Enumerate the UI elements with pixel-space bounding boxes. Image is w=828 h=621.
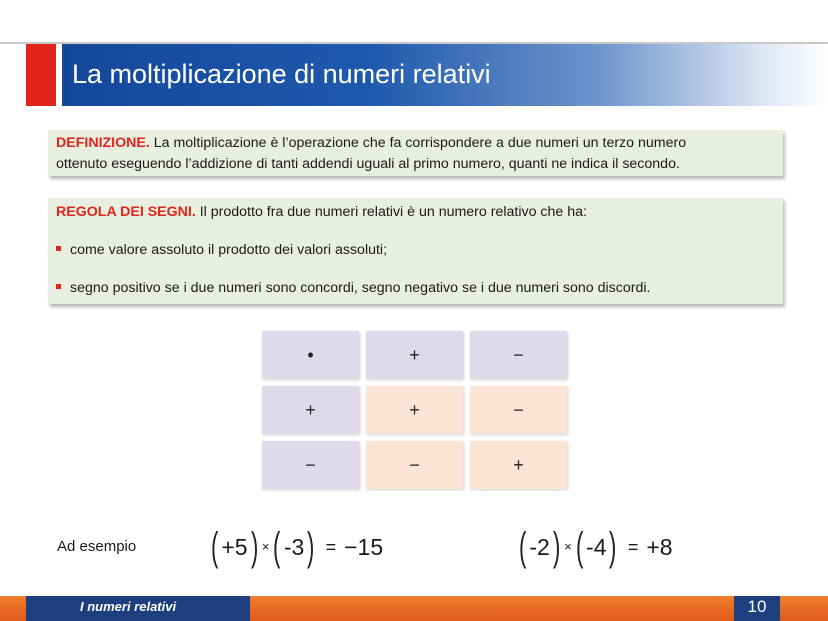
definition-box	[48, 130, 783, 176]
result: +8	[646, 534, 673, 560]
table-row-header-cell: −	[262, 441, 359, 489]
paren-open: (	[575, 525, 584, 569]
definition-line-1: La moltiplicazione è l’operazione che fa corrispondere a due numeri un terzo numero	[149, 135, 687, 151]
example-expression-1	[208, 523, 383, 571]
table-corner-cell: •	[262, 331, 359, 379]
factor-b: -3	[283, 534, 305, 560]
paren-close: )	[609, 525, 617, 569]
paren-close: )	[250, 525, 258, 569]
bullet-icon	[56, 246, 61, 251]
table-header-cell: −	[470, 331, 567, 379]
table-result-cell: +	[366, 386, 463, 434]
paren-close: )	[307, 525, 315, 569]
rule-item-1-text: come valore assoluto il prodotto dei valori assoluti;	[70, 242, 388, 258]
equals-sign: =	[325, 537, 337, 557]
page-title: La moltiplicazione di numeri relativi	[72, 59, 491, 89]
table-header-cell: +	[366, 331, 463, 379]
table-result-cell: +	[470, 441, 567, 489]
bullet-icon	[56, 284, 61, 289]
table-result-cell: −	[366, 441, 463, 489]
factor-a: -2	[529, 534, 550, 560]
page-number: 10	[747, 597, 767, 616]
paren-close: )	[552, 525, 561, 569]
paren-open: (	[518, 525, 527, 569]
title-accent-bar	[26, 44, 56, 106]
rule-item-1	[56, 240, 387, 261]
definition-label: DEFINIZIONE.	[56, 135, 150, 151]
times-sign: ×	[261, 539, 270, 554]
sign-rule-box	[48, 198, 783, 304]
result: −15	[344, 534, 384, 560]
factor-b: -4	[586, 534, 607, 560]
table-row-header-cell: +	[262, 386, 359, 434]
example-label: Ad esempio	[57, 538, 137, 555]
table-result-cell: −	[470, 386, 567, 434]
rule-intro	[56, 202, 587, 223]
footer-section-label: I numeri relativi	[80, 599, 177, 614]
rule-label: REGOLA DEI SEGNI.	[56, 204, 196, 220]
rule-item-2-text: segno positivo se i due numeri sono concordi, segno negativo se i due numeri sono discordi.	[70, 280, 651, 296]
definition-text	[56, 133, 777, 175]
times-sign: ×	[564, 539, 572, 554]
factor-a: +5	[221, 534, 248, 560]
rule-intro-text: Il prodotto fra due numeri relativi è un numero relativo che ha:	[195, 204, 587, 220]
equals-sign: =	[627, 537, 639, 557]
definition-line-2: ottenuto eseguendo l’addizione di tanti addendi uguali al primo numero, quanti ne indica il secondo.	[56, 156, 680, 172]
paren-open: (	[210, 525, 219, 569]
example-expression-2	[516, 523, 673, 571]
rule-item-2	[56, 278, 650, 299]
paren-open: (	[273, 525, 281, 569]
